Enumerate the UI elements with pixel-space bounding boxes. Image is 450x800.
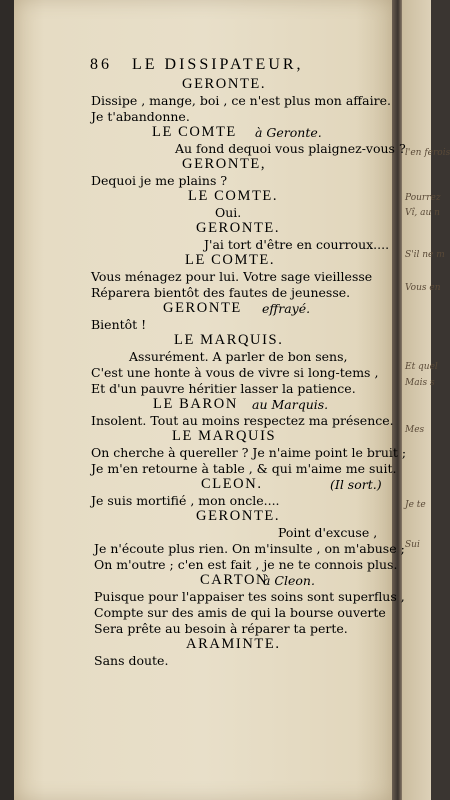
facing-fragment: Vous en	[405, 283, 441, 293]
facing-fragment: Mais s	[405, 378, 435, 388]
speaker-heading: CARTON	[200, 572, 269, 588]
verse-line: Bientôt !	[91, 317, 147, 332]
speaker-heading: LE MARQUIS.	[174, 332, 284, 348]
verse-line: Point d'excuse ,	[278, 525, 378, 540]
verse-line: Sans doute.	[94, 653, 169, 668]
speaker-heading: ARAMINTE.	[186, 636, 281, 652]
verse-line: Dissipe , mange, boi , ce n'est plus mon affaire.	[91, 93, 391, 108]
facing-fragment: Je te	[405, 500, 426, 510]
speaker-heading: GERONTE.	[182, 76, 267, 92]
facing-fragment: l'en ferois	[405, 148, 450, 158]
stage-direction: effrayé.	[262, 301, 311, 316]
verse-line: Et d'un pauvre héritier lasser la patience.	[91, 381, 356, 396]
stage-direction: à Cleon.	[263, 573, 315, 588]
facing-fragment: Mes	[405, 425, 425, 435]
verse-line: Oui.	[215, 205, 242, 220]
verse-line: Réparera bientôt des fautes de jeunesse.	[91, 285, 351, 300]
speaker-heading: GERONTE.	[196, 508, 281, 524]
facing-fragment: Pourrez	[405, 193, 441, 203]
stage-direction: au Marquis.	[252, 397, 329, 412]
verse-line: Je t'abandonne.	[91, 109, 190, 124]
verse-line: Je suis mortifié , mon oncle....	[91, 493, 280, 508]
verse-line: On m'outre ; c'en est fait , je ne te connois plus.	[94, 557, 398, 572]
verse-line: Puisque pour l'appaiser tes soins sont superflus ,	[94, 589, 405, 604]
speaker-heading: LE BARON	[153, 396, 238, 412]
facing-fragment: Sui	[405, 540, 420, 550]
facing-page-edge	[402, 0, 450, 800]
verse-line: Vous ménagez pour lui. Votre sage vieillesse	[91, 269, 373, 284]
verse-line: Assurément. A parler de bon sens,	[129, 349, 348, 364]
speaker-heading: GERONTE.	[196, 220, 281, 236]
speaker-heading: GERONTE,	[182, 156, 267, 172]
verse-line: On cherche à quereller ? Je n'aime point le bruit ;	[91, 445, 407, 460]
verse-line: Au fond dequoi vous plaignez-vous ?	[175, 141, 406, 156]
stage-direction: à Geronte.	[255, 125, 322, 140]
stage-direction: (Il sort.)	[330, 477, 382, 492]
verse-line: J'ai tort d'être en courroux....	[204, 237, 390, 252]
facing-fragment: Vî, au n	[405, 208, 440, 218]
verse-line: Compte sur des amis de qui la bourse ouverte	[94, 605, 386, 620]
facing-fragment: S'il ne m	[405, 250, 445, 260]
verse-line: Je m'en retourne à table , & qui m'aime me suit.	[91, 461, 397, 476]
speaker-heading: CLEON.	[201, 476, 263, 492]
page-number: 86	[90, 56, 112, 73]
verse-line: Insolent. Tout au moins respectez ma présence.	[91, 413, 394, 428]
speaker-heading: GERONTE	[163, 300, 242, 316]
speaker-heading: LE COMTE	[152, 124, 237, 140]
verse-line: C'est une honte à vous de vivre si long-tems ,	[91, 365, 379, 380]
running-head: LE DISSIPATEUR,	[132, 56, 304, 73]
speaker-heading: LE COMTE.	[188, 188, 279, 204]
facing-fragment: Et quel	[405, 362, 438, 372]
verse-line: Je n'écoute plus rien. On m'insulte , on m'abuse ;	[94, 541, 405, 556]
verse-line: Dequoi je me plains ?	[91, 173, 228, 188]
verse-line: Sera prête au besoin à réparer ta perte.	[94, 621, 348, 636]
book-gutter	[392, 0, 402, 800]
speaker-heading: LE COMTE.	[185, 252, 276, 268]
speaker-heading: LE MARQUIS	[172, 428, 277, 444]
